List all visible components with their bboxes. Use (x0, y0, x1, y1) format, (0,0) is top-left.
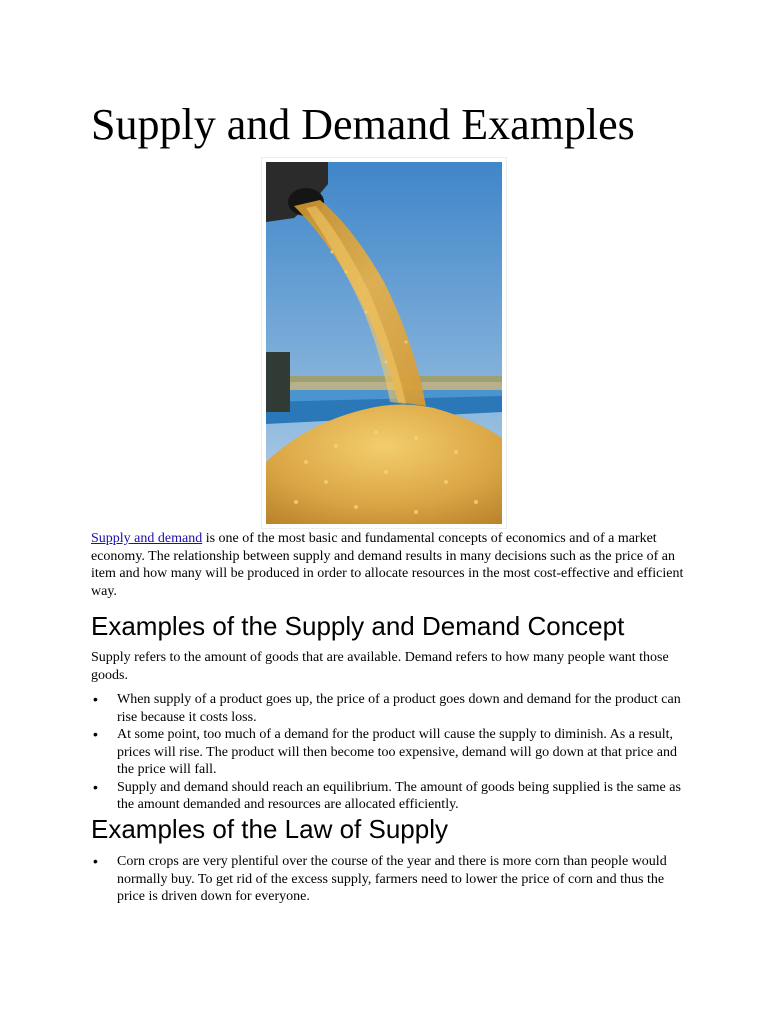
supply-and-demand-link[interactable]: Supply and demand (91, 531, 203, 546)
law-bullet-list (91, 853, 691, 906)
list-item: • Corn crops are very plentiful over the course of the year and there is more corn than people would normally buy. To get rid of the excess supply, farmers need to lower the price of corn and thus the price is driven down for everyone. (91, 853, 691, 906)
page-title: Supply and Demand Examples (91, 100, 635, 149)
list-item: • At some point, too much of a demand for the product will cause the supply to diminish. As a result, prices will rise. The product will then become too expensive, demand will go down at that price and the price will fall. (91, 726, 691, 779)
concept-bullet-list (91, 691, 691, 814)
corn-harvest-image (261, 157, 507, 529)
field-horizon (266, 376, 502, 382)
concept-intro-paragraph: Supply refers to the amount of goods that are available. Demand refers to how many people want those goods. (91, 650, 669, 683)
tractor-cab (266, 352, 290, 412)
list-item: • When supply of a product goes up, the price of a product goes down and demand for the product can rise because it costs loss. (91, 691, 691, 726)
heading-supply-demand-concept: Examples of the Supply and Demand Concept (91, 611, 625, 641)
heading-law-of-supply: Examples of the Law of Supply (91, 814, 448, 844)
corn-harvest-illustration (266, 162, 502, 524)
intro-paragraph (91, 530, 689, 600)
intro-text: is one of the most basic and fundamental concepts of economics and of a market economy. The relationship between supply and demand results in many decisions such as the price of an item and how many will be produced in order to allocate resources in the most cost-effective and efficient way. (91, 531, 684, 599)
list-item: • Supply and demand should reach an equilibrium. The amount of goods being supplied is the same as the amount demanded and resources are allocated efficiently. (91, 779, 691, 814)
